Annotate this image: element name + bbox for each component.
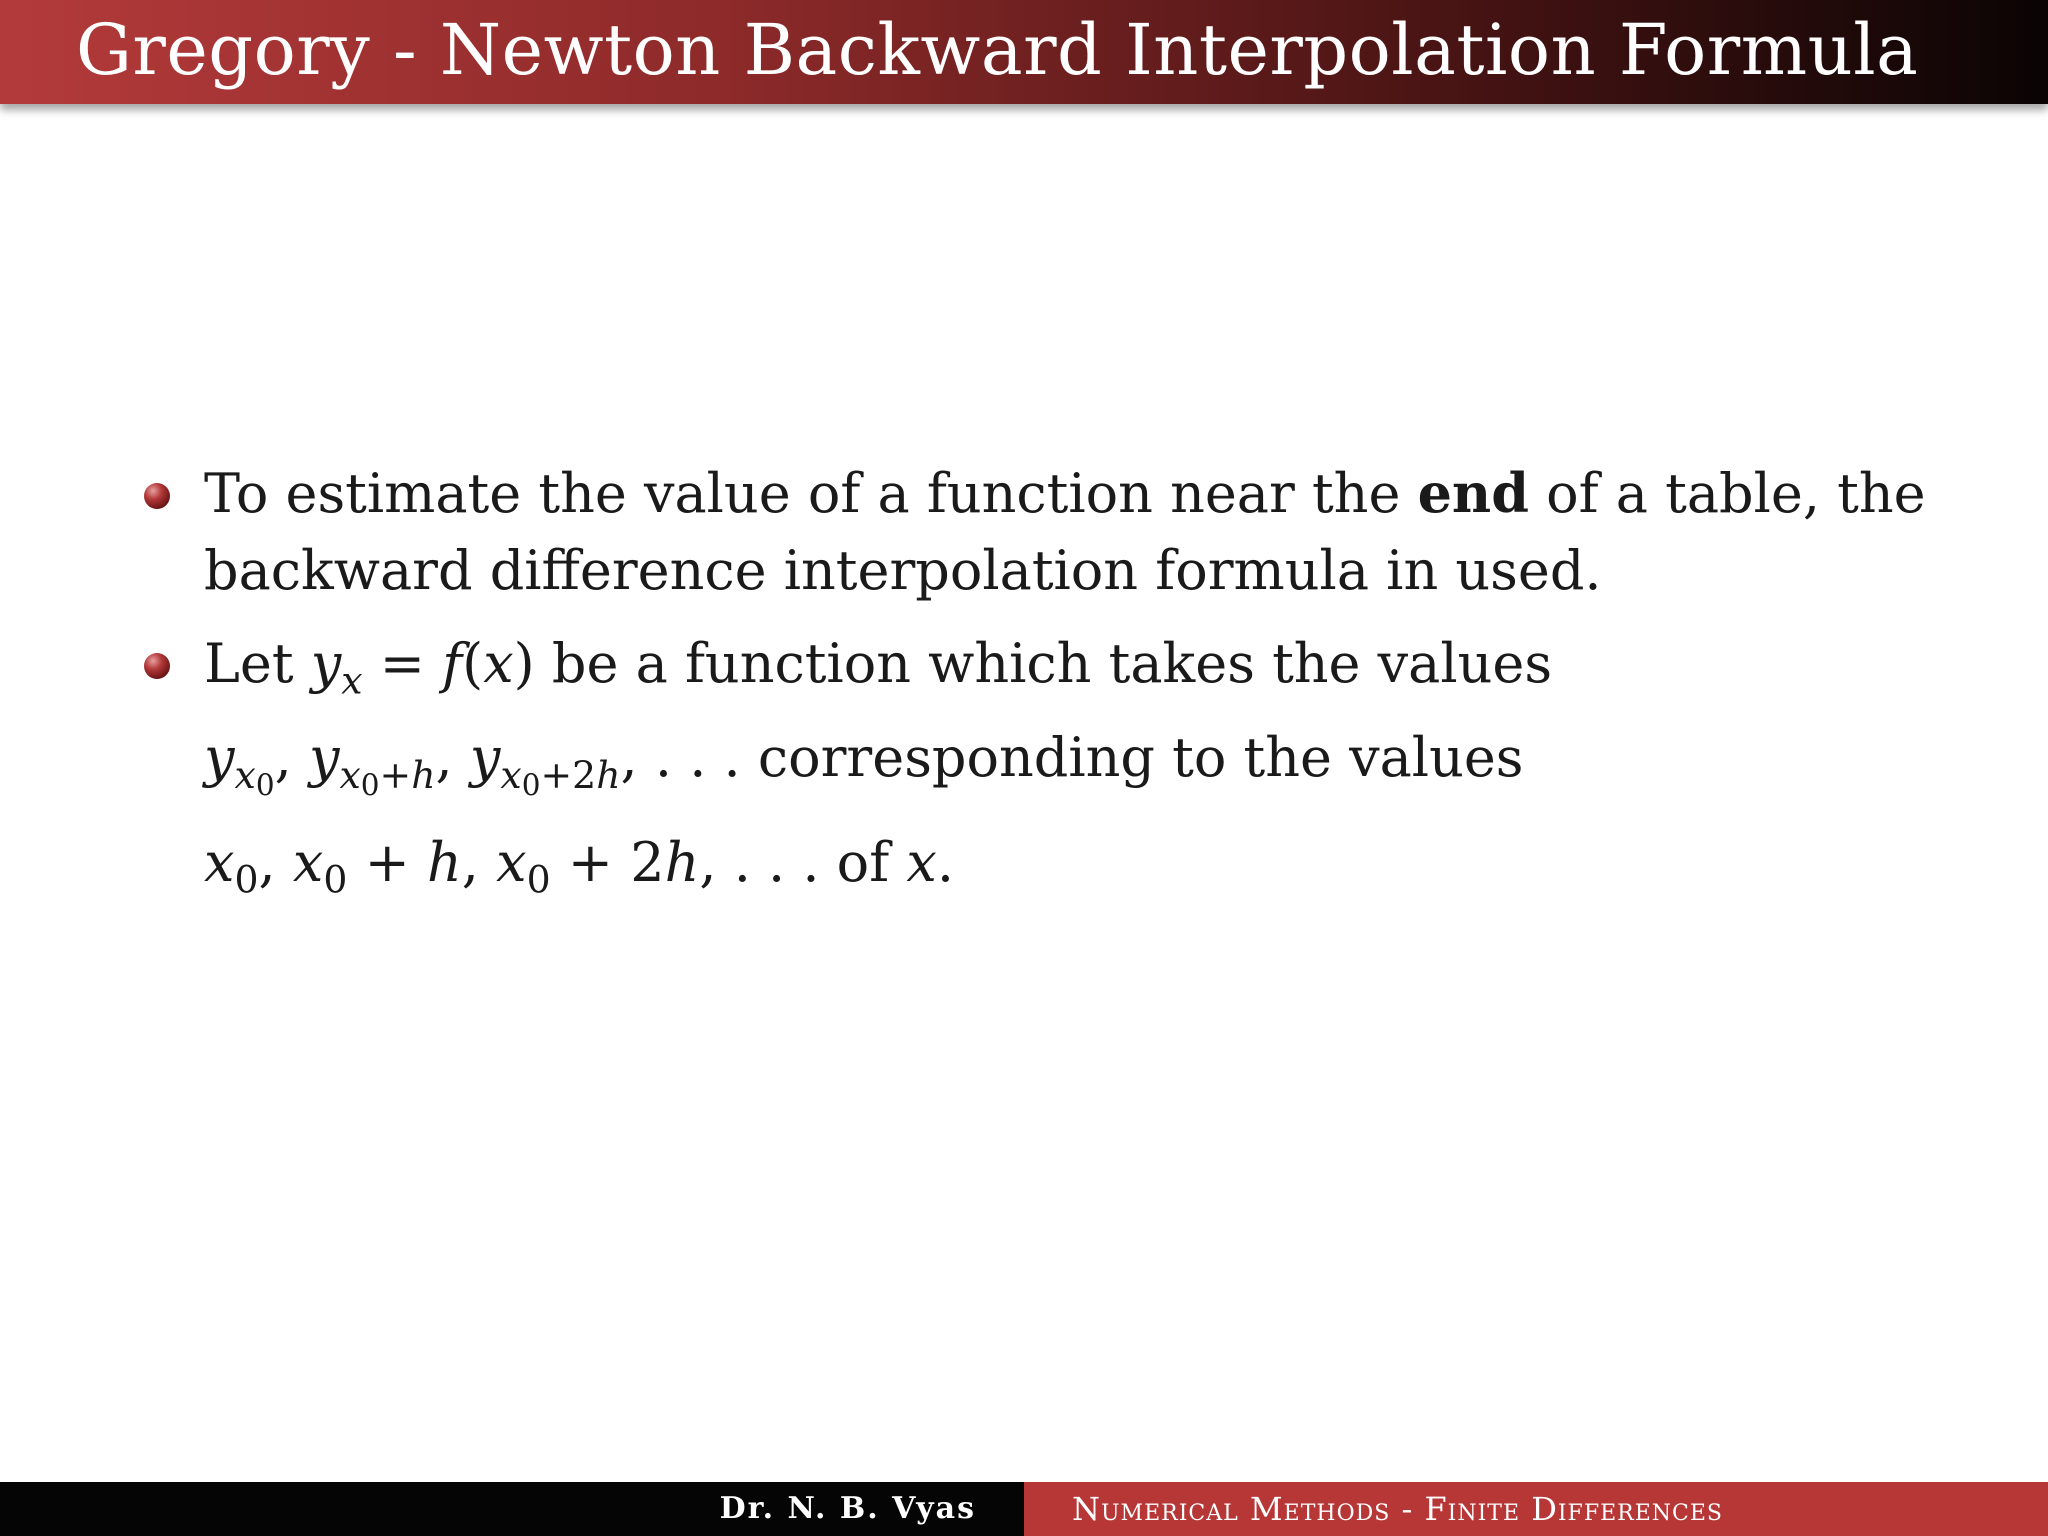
math-y-values: $y_{x0}$, $y_{x0+h}$, $y_{x0+2h}$, . . . [204,726,741,803]
slide-body [140,455,1940,934]
slide-footer [0,1482,2048,1536]
math-x-values: $x_0$, $x_0 + h$, $x_0 + 2h$, . . . [204,831,820,902]
bullet-1-line-2: backward difference interpolation formula in used. [204,539,1602,602]
bullet-item-2 [140,625,1940,918]
bullet-1-line-1: To estimate the value of a function near the end of a table, the [204,461,1926,525]
bullet-ball-icon [144,483,170,509]
slide-title: Gregory - Newton Backward Interpolation Formula [76,9,1919,91]
math-function-definition: $y_x = f(x)$ [310,632,535,703]
bullet-ball-icon [144,653,170,679]
footer-course-title: Numerical Methods - Finite Differences [1024,1482,2048,1536]
bullet-2-line-1: Let $y_x = f(x)$ be a function which takes the values [204,632,1553,703]
bullet-2-line-3: $x_0$, $x_0 + h$, $x_0 + 2h$, . . . of x. [204,831,954,902]
math-variable-x: x [906,831,937,895]
bullet-2-line-2: $y_{x0}$, $y_{x0+h}$, $y_{x0+2h}$, . . . corresponding to the values [204,726,1524,803]
footer-author: Dr. N. B. Vyas [0,1482,1024,1536]
emphasis-end: end [1417,461,1529,525]
slide-header [0,0,2048,104]
bullet-item-1 [140,455,1940,609]
